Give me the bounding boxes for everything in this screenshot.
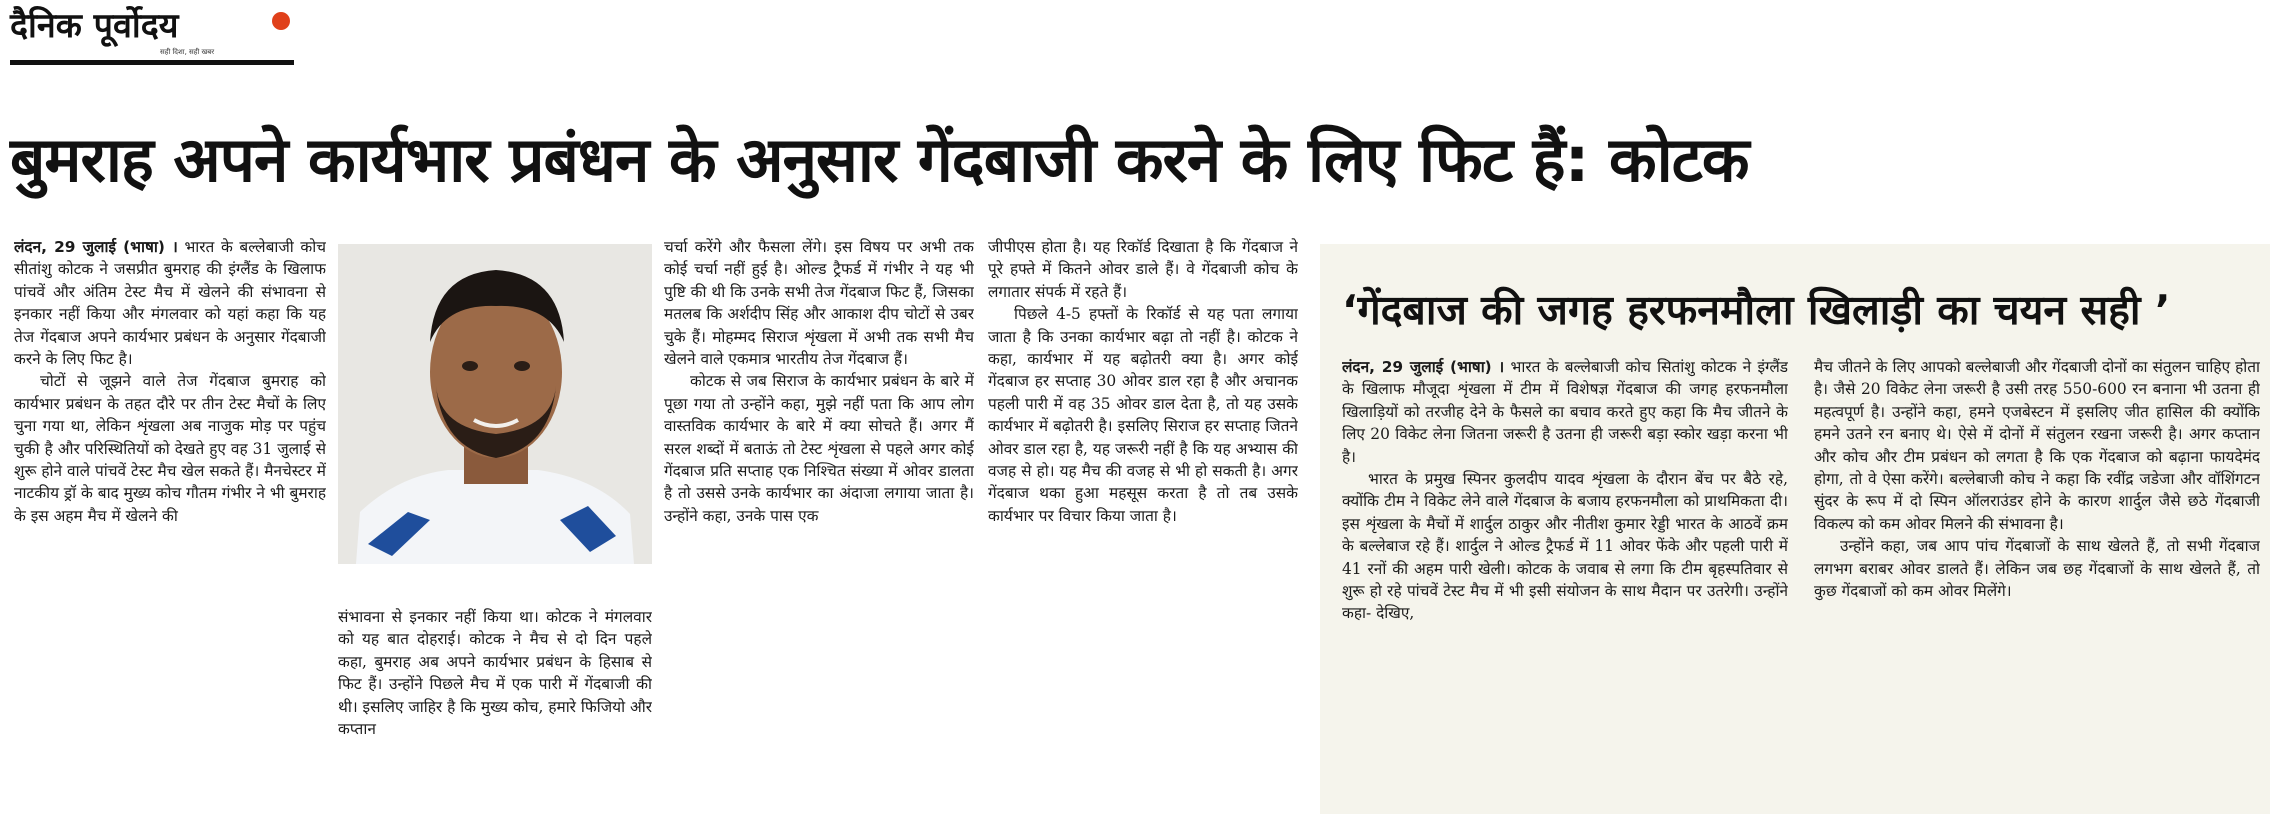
article-paragraph	[14, 236, 326, 370]
article-paragraph: चर्चा करेंगे और फैसला लेंगे। इस विषय पर अभी तक कोई चर्चा नहीं हुई है। ओल्ड ट्रैफर्ड में गंभीर ने यह भी पुष्टि की थी कि उनके सभी तेज गेंदबाज फिट हैं, जिसका मतलब कि अर्शदीप सिंह और आकाश दीप चोटों से उबर चुके हैं। मोहम्मद सिराज शृंखला में अभी तक सभी मैच खेलने वाले एकमात्र भारतीय तेज गेंदबाज हैं।	[664, 238, 974, 369]
article-paragraph: जीपीएस होता है। यह रिकॉर्ड दिखाता है कि गेंदबाज ने पूरे हफ्ते में कितने ओवर डाले हैं। वे गेंदबाजी कोच के लगातार संपर्क में रहते हैं।	[988, 238, 1298, 301]
article-paragraph: चोटों से जूझने वाले तेज गेंदबाज बुमराह को कार्यभार प्रबंधन के तहत दौरे पर तीन टेस्ट मैचों के लिए चुना गया था, लेकिन शृंखला अब नाजुक मोड़ पर पहुंच चुकी है और परिस्थितियों को देखते हुए वह 31 जुलाई से शुरू होने वाले पांचवें टेस्ट मैच खेल सकते हैं। मैनचेस्टर में नाटकीय ड्रॉ के बाद मुख्य कोच गौतम गंभीर ने भी बुमराह के इस अहम मैच में खेलने की	[14, 372, 326, 525]
article-paragraph: पिछले 4-5 हफ्तों के रिकॉर्ड से यह पता लगाया जाता है कि उनका कार्यभार बढ़ा तो नहीं है। कोटक ने कहा, कार्यभार में यह बढ़ोतरी क्या है। अगर कोई गेंदबाज हर सप्ताह 30 ओवर डाल रहा है और अचानक पहली पारी में वह 35 ओवर डाल देता है, तो यह उसके कार्यभार में बढ़ोतरी है। इसलिए सिराज हर सप्ताह जितने ओवर डाल रहा है, यह जरूरी नहीं है कि यह अभ्यास की वजह से हो। यह मैच की वजह से भी हो सकती है। अगर गेंदबाज थका हुआ महसूस करता है तो तब उसके कार्यभार पर विचार किया जाता है।	[988, 305, 1298, 525]
article-column-1	[14, 236, 326, 814]
logo-mark-icon	[272, 12, 290, 30]
sidebar-paragraph: भारत के प्रमुख स्पिनर कुलदीप यादव शृंखला के दौरान बेंच पर बैठे रहे, क्योंकि टीम ने विकेट लेने वाले गेंदबाज के बजाय हरफनमौला को प्राथमिकता दी। इस शृंखला के मैचों में शार्दुल ठाकुर और नीतीश कुमार रेड्डी भारत के आठवें क्रम के बल्लेबाज रहे हैं। शार्दुल ने ओल्ड ट्रैफर्ड में 11 ओवर फेंके और पहली पारी में 41 रनों की अहम पारी खेली। कोटक के जवाब से लगा कि टीम बृहस्पतिवार से शुरू हो रहे पांचवें टेस्ट मैच में भी इसी संयोजन के साथ मैदान पर उतरेगी। उन्होंने कहा- देखिए,	[1342, 470, 1788, 623]
player-portrait-image	[338, 244, 652, 564]
article-column-3	[664, 236, 974, 814]
article-paragraph: संभावना से इनकार नहीं किया था। कोटक ने मंगलवार को यह बात दोहराई। कोटक ने मैच से दो दिन पहले कहा, बुमराह अब अपने कार्यभार प्रबंधन के हिसाब से फिट हैं। उन्होंने पिछले मैच में एक पारी में गेंदबाजी की थी। इसलिए जाहिर है कि मुख्य कोच, हमारे फिजियो और कप्तान	[338, 608, 652, 739]
article-paragraph: कोटक से जब सिराज के कार्यभार प्रबंधन के बारे में पूछा गया तो उन्होंने कहा, मुझे नहीं पता कि आप लोग वास्तविक कार्यभार के बारे में क्या सोचते हैं। अगर मैं सरल शब्दों में बताऊं तो टेस्ट शृंखला से पहले अगर कोई गेंदबाज प्रति सप्ताह एक निश्चित संख्या में ओवर डालता है तो उससे उनके कार्यभार का अंदाजा लगाया जाता है। उन्होंने कहा, उनके पास एक	[664, 372, 974, 525]
sidebar-paragraph	[1342, 356, 1788, 468]
masthead	[10, 4, 310, 76]
main-headline: बुमराह अपने कार्यभार प्रबंधन के अनुसार गेंदबाजी करने के लिए फिट हैं: कोटक	[10, 123, 1749, 196]
dateline: लंदन, 29 जुलाई (भाषा) ।	[14, 238, 178, 256]
newspaper-tagline: सही दिशा, सही खबर	[160, 48, 215, 56]
paragraph-text: भारत के बल्लेबाजी कोच सीतांशु कोटक ने जसप्रीत बुमराह की इंग्लैंड के खिलाफ पांचवें और अंतिम टेस्ट मैच में खेलने की संभावना से इनकार नहीं किया और मंगलवार को यहां कहा कि यह तेज गेंदबाज अपने कार्यभार प्रबंधन के अनुसार गेंदबाजी करने के लिए फिट है।	[14, 238, 326, 369]
sidebar-dateline: लंदन, 29 जुलाई (भाषा) ।	[1342, 358, 1505, 376]
player-photo	[338, 244, 652, 564]
paragraph-text: भारत के बल्लेबाजी कोच सितांशु कोटक ने इंग्लैंड के खिलाफ मौजूदा शृंखला में टीम में विशेषज्ञ गेंदबाज की जगह हरफनमौला खिलाड़ियों को तरजीह देने के फैसले का बचाव करते हुए कहा कि मैच जीतने के लिए 20 विकेट लेना जितना जरूरी है उतना ही जरूरी बड़ा स्कोर खड़ा करना भी है।	[1342, 358, 1788, 466]
article-column-2	[338, 606, 652, 814]
sidebar-story-title: ‘गेंदबाज की जगह हरफनमौला खिलाड़ी का चयन सही ’	[1342, 286, 2171, 334]
sidebar-column-1	[1342, 356, 1788, 812]
sidebar-column-2	[1814, 356, 2260, 812]
sidebar-paragraph: मैच जीतने के लिए आपको बल्लेबाजी और गेंदबाजी दोनों का संतुलन चाहिए होता है। जैसे 20 विकेट लेना जरूरी है उसी तरह 550-600 रन बनाना भी उतना ही महत्वपूर्ण है। उन्होंने कहा, हमने एजबेस्टन में इसलिए जीत हासिल की क्योंकि हमने उतने रन बनाए थे। ऐसे में दोनों में संतुलन रखना जरूरी है। अगर कप्तान और कोच और टीम प्रबंधन को लगता है कि एक गेंदबाज को बढ़ाना फायदेमंद होगा, तो वे ऐसा करेंगे। बल्लेबाजी कोच ने कहा कि रवींद्र जडेजा और वॉशिंगटन सुंदर के रूप में दो स्पिन ऑलराउंडर होने के कारण शार्दुल जैसे छठे गेंदबाजी विकल्प को कम ओवर मिलने की संभावना है।	[1814, 358, 2260, 533]
masthead-rule	[10, 60, 294, 65]
article-column-4	[988, 236, 1298, 814]
newspaper-name: दैनिक पूर्वोदय	[10, 6, 179, 46]
sidebar-paragraph: उन्होंने कहा, जब आप पांच गेंदबाजों के साथ खेलते हैं, तो सभी गेंदबाज लगभग बराबर ओवर डालते हैं। लेकिन जब छह गेंदबाजों के साथ खेलते हैं, तो कुछ गेंदबाजों को कम ओवर मिलेंगे।	[1814, 537, 2260, 601]
